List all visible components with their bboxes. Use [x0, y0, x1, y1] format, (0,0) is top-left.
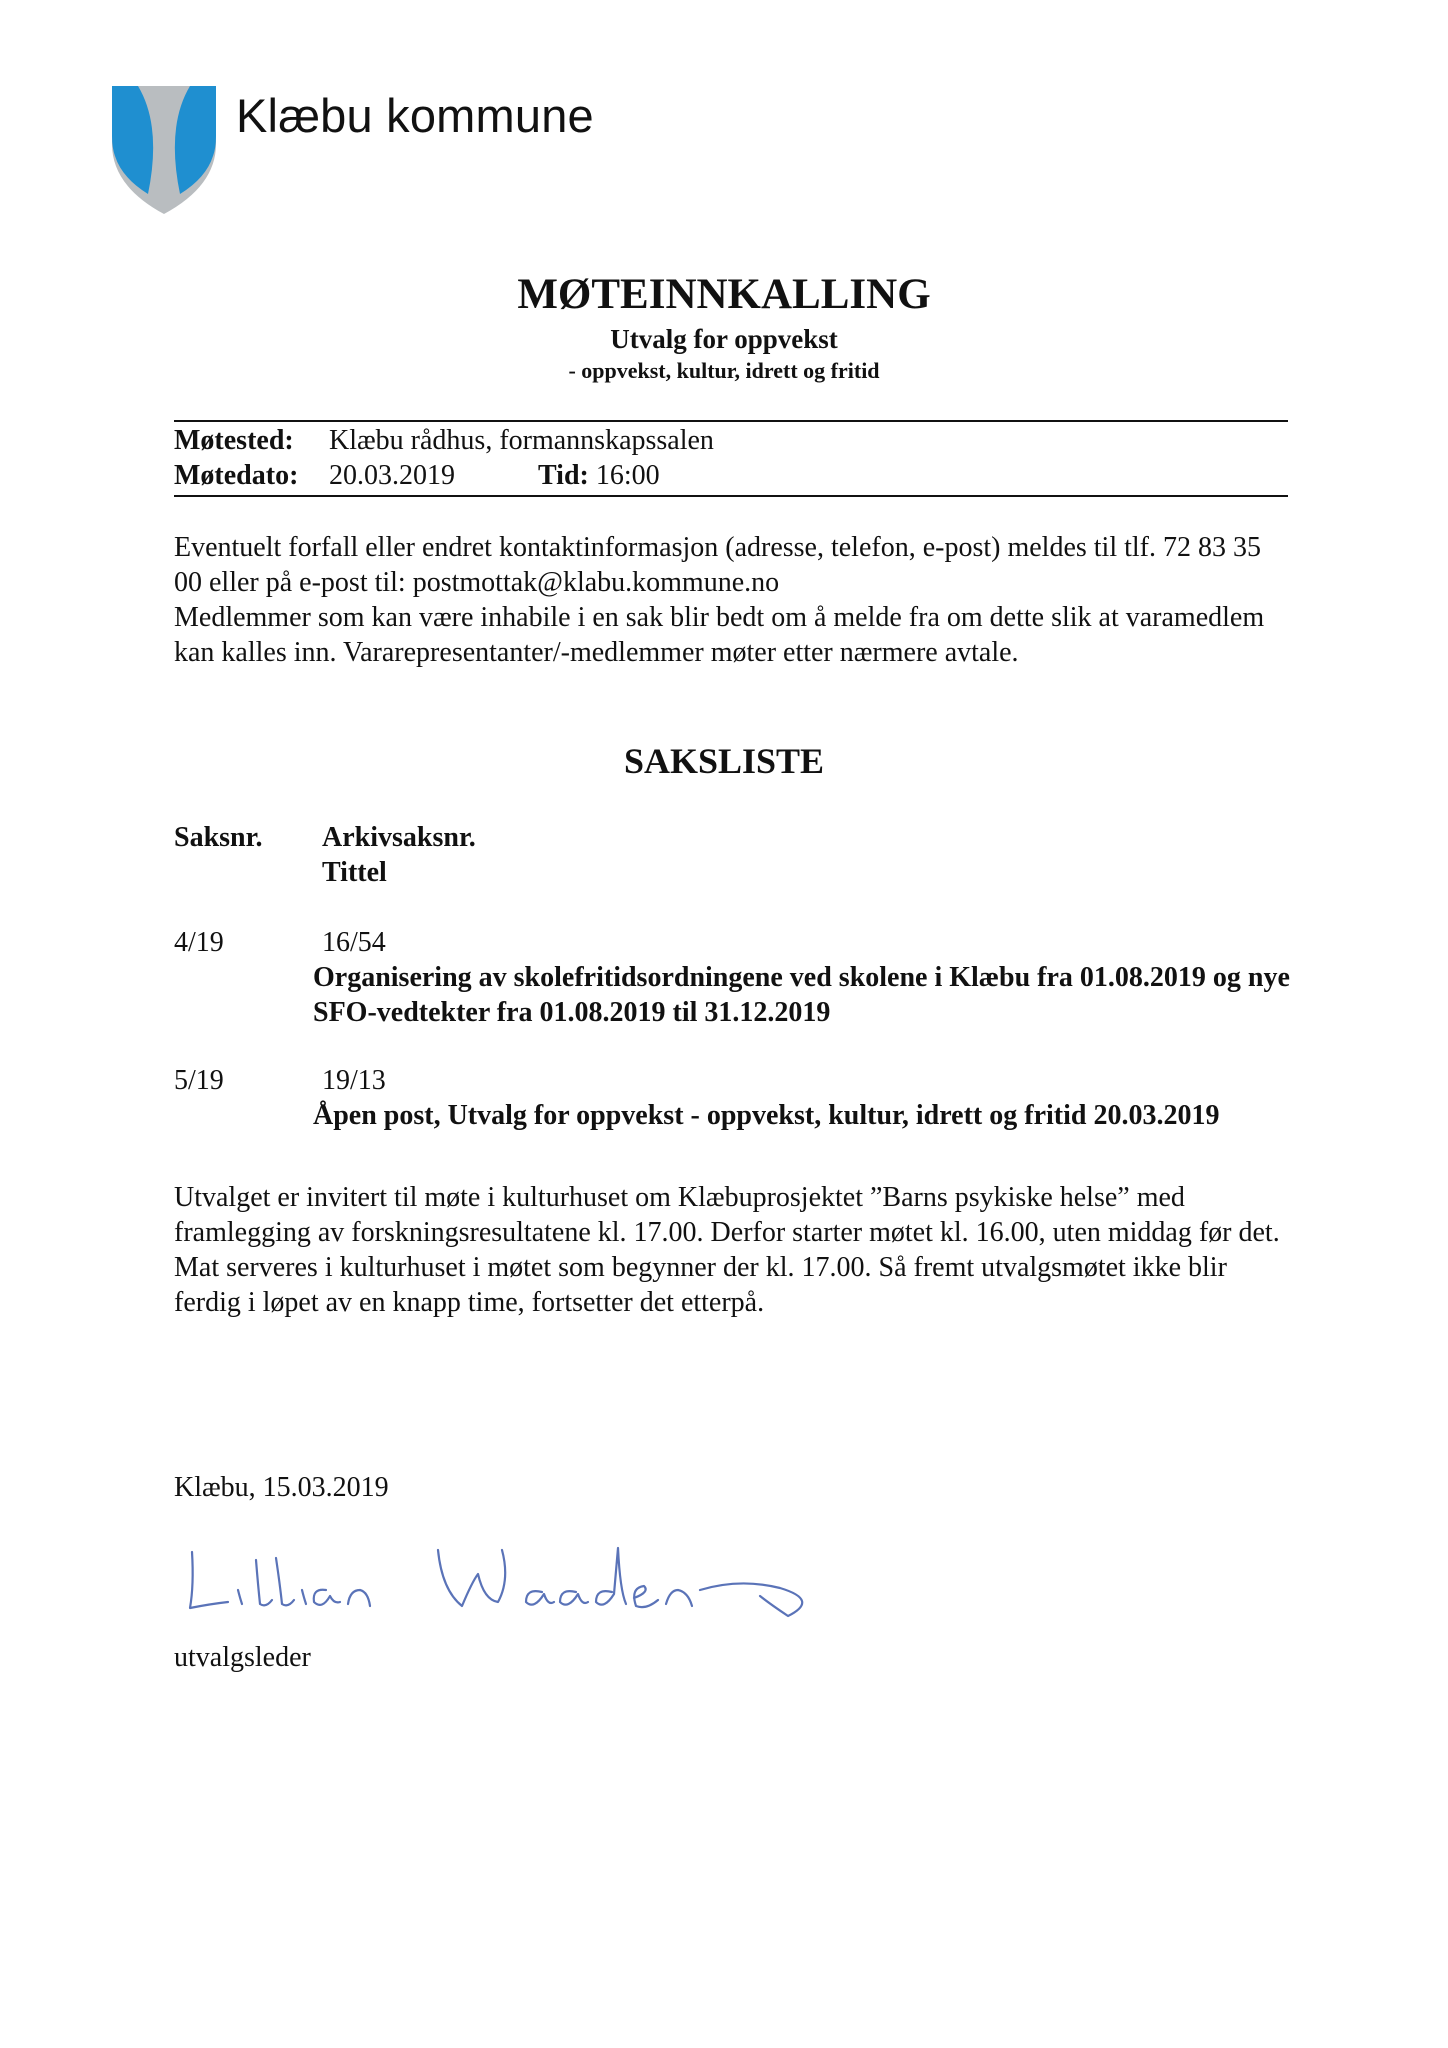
sak-item — [174, 925, 1294, 1035]
meeting-place-label: Møtested: — [174, 425, 294, 456]
sak-arkivsaksnr: 19/13 — [322, 1065, 386, 1096]
meeting-time-value: 16:00 — [595, 460, 660, 491]
column-header-arkivsaksnr: Arkivsaksnr. — [322, 822, 476, 853]
column-header-saksnr: Saksnr. — [174, 822, 263, 853]
org-name: Klæbu kommune — [236, 89, 594, 142]
sak-tittel: Åpen post, Utvalg for oppvekst - oppvekst, kultur, idrett og fritid 20.03.2019 — [313, 1100, 1220, 1131]
meeting-date-value: 20.03.2019 — [329, 460, 455, 491]
document-subsubtitle: - oppvekst, kultur, idrett og fritid — [568, 358, 880, 383]
place-and-date: Klæbu, 15.03.2019 — [174, 1472, 389, 1503]
sak-item — [174, 1063, 1294, 1138]
intro-text — [174, 530, 1294, 670]
document-title: MØTEINNKALLING — [517, 271, 931, 318]
meeting-date-label: Møtedato: — [174, 460, 299, 491]
klaebu-coat-of-arms-icon — [112, 86, 216, 214]
document-subtitle: Utvalg for oppvekst — [610, 324, 838, 354]
meeting-date-row — [174, 459, 660, 493]
sak-saksnr: 4/19 — [174, 927, 224, 958]
meeting-place-row — [174, 424, 714, 458]
sak-tittel: Organisering av skolefritidsordningene ved skolene i Klæbu fra 01.08.2019 og nye SFO-vedtekter fra 01.08.2019 til 31.12.2019 — [313, 962, 1290, 1028]
saksliste-heading: SAKSLISTE — [623, 741, 825, 781]
sak-saksnr: 5/19 — [174, 1065, 224, 1096]
meeting-place-value: Klæbu rådhus, formannskapssalen — [329, 425, 714, 456]
handwritten-signature — [180, 1530, 820, 1640]
column-header-tittel: Tittel — [322, 857, 387, 888]
closing-paragraph: Utvalget er invitert til møte i kulturhuset om Klæbuprosjektet ”Barns psykiske helse” med framlegging av forskningsresultatene kl. 17.00. Derfor starter møtet kl. 16.00, uten middag før det. Mat serveres i kulturhuset i møtet som begynner der kl. 17.00. Så fremt utvalgsmøtet ikke blir ferdig i løpet av en knapp time, fortsetter det etterpå. — [174, 1182, 1280, 1318]
meeting-time-label: Tid: — [538, 460, 589, 491]
divider-bottom — [174, 495, 1288, 497]
sak-arkivsaksnr: 16/54 — [322, 927, 386, 958]
divider-top — [174, 420, 1288, 422]
meeting-time — [538, 459, 660, 493]
intro-paragraph-inhabil: Medlemmer som kan være inhabile i en sak blir bedt om å melde fra om dette slik at varamedlem kan kalles inn. Vararepresentanter/-medlemmer møter etter nærmere avtale. — [174, 602, 1265, 668]
signer-role: utvalgsleder — [174, 1642, 311, 1673]
intro-paragraph-contact: Eventuelt forfall eller endret kontaktinformasjon (adresse, telefon, e-post) meldes til tlf. 72 83 35 00 eller på e-post til: postmottak@klabu.kommune.no — [174, 532, 1261, 598]
